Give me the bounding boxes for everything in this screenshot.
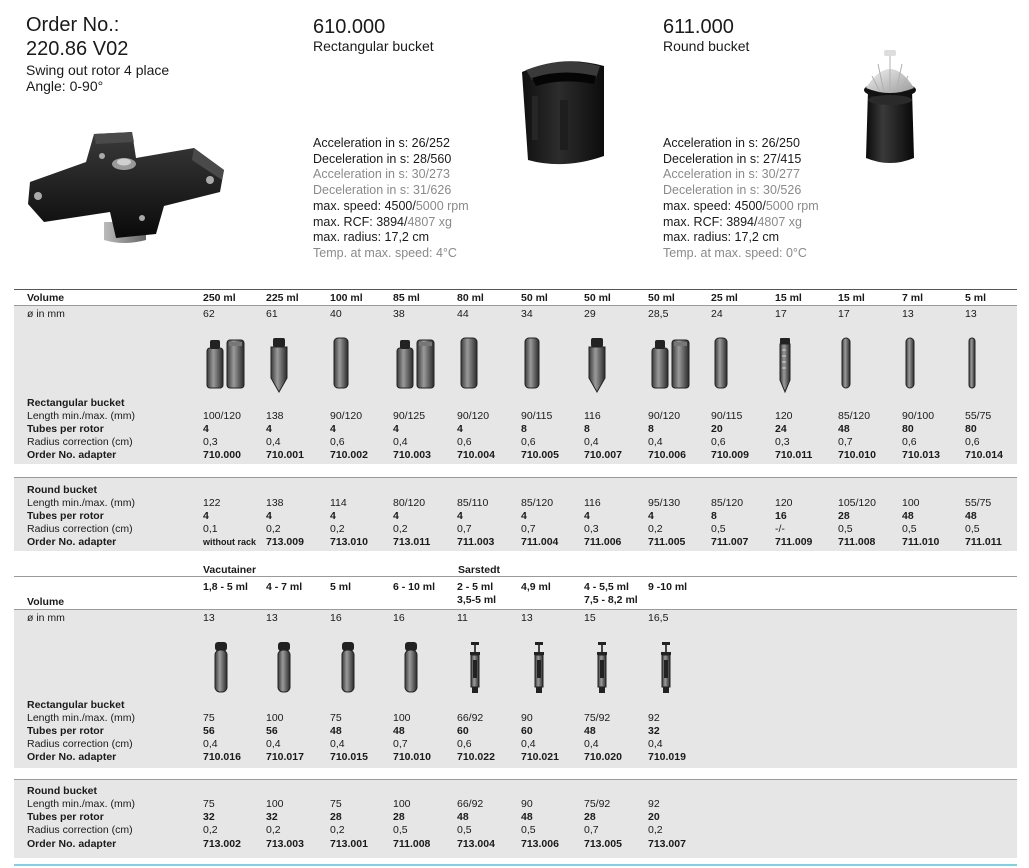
round-spec-line: Deceleration in s: 30/526 — [663, 183, 802, 198]
table1-rect-radius-cell: 0,4 — [584, 436, 599, 448]
table2-rect-adapter-cell: 710.017 — [266, 751, 304, 763]
table1-round-length-cell: 120 — [775, 497, 793, 509]
table1-round-radius-cell: -/- — [775, 523, 785, 535]
table1-rect-radius-cell: 0,4 — [393, 436, 408, 448]
table1-round-radius-cell: 0,7 — [457, 523, 472, 535]
table1-round-adapter-label: Order No. adapter — [27, 536, 117, 548]
table1-rect-length-cell: 120 — [775, 410, 793, 422]
table1-rect-radius-cell: 0,3 — [775, 436, 790, 448]
table1-rect-tubes-cell: 24 — [775, 423, 787, 435]
rect-spec-line: Deceleration in s: 31/626 — [313, 183, 452, 198]
table2-round-length-cell: 75 — [203, 798, 215, 810]
table2-round-length-cell: 92 — [648, 798, 660, 810]
table1-diameter-cell: 38 — [393, 308, 405, 320]
table1-rect-band — [14, 306, 1017, 464]
table2-rect-length-cell: 75/92 — [584, 712, 611, 724]
table2-rect-length-cell: 90 — [521, 712, 533, 724]
group-vacutainer: Vacutainer — [203, 564, 257, 576]
table1-volume-cell: 100 ml — [330, 292, 363, 304]
table2-round-tubes-cell: 28 — [393, 811, 405, 823]
table2-rect-radius-cell: 0,7 — [393, 738, 408, 750]
table1-round-adapter-cell: 711.004 — [521, 536, 559, 548]
table1-rect-adapter-cell: 710.007 — [584, 449, 622, 461]
table2-rect-length-cell: 75 — [203, 712, 215, 724]
table1-diameter-cell: 62 — [203, 308, 215, 320]
table2-rect-tubes-cell: 60 — [521, 725, 533, 737]
table1-diameter-cell: 34 — [521, 308, 533, 320]
round-spec-line: Acceleration in s: 26/250 — [663, 136, 800, 150]
table1-round-radius-cell: 0,3 — [584, 523, 599, 535]
tube-icon — [586, 336, 608, 399]
table1-rect-adapter-cell: 710.005 — [521, 449, 559, 461]
rect-bucket-code: 610.000 — [313, 16, 386, 38]
table1-round-adapter-cell: 711.009 — [775, 536, 813, 548]
tube-icon — [650, 336, 692, 395]
table2-volume-cell: 5 ml — [330, 581, 352, 593]
table1-rect-radius-cell: 0,6 — [902, 436, 917, 448]
table1-diameter-cell: 44 — [457, 308, 469, 320]
table2-diameter-cell: 11 — [457, 612, 468, 624]
table2-round-adapter-cell: 713.006 — [521, 838, 559, 850]
table2-round-length-cell: 75/92 — [584, 798, 611, 810]
table1-round-radius-cell: 0,5 — [965, 523, 980, 535]
table1-diameter-label: ø in mm — [27, 308, 65, 320]
table2-volume-cell: 9 -10 ml — [648, 581, 688, 593]
table1-round-adapter-cell: 711.010 — [902, 536, 940, 548]
table2-rect-radius-cell: 0,4 — [648, 738, 663, 750]
table1-rect-tubes-cell: 8 — [648, 423, 654, 435]
table1-rect-length-cell: 100/120 — [203, 410, 241, 422]
table1-rect-adapter-cell: 710.006 — [648, 449, 686, 461]
rect-bucket-specs — [313, 136, 469, 262]
table1-rect-adapter-cell: 710.001 — [266, 449, 304, 461]
table1-round-length-label: Length min./max. (mm) — [27, 497, 135, 509]
table2-round-radius-cell: 0,5 — [457, 824, 472, 836]
round-spec-line: Deceleration in s: 27/415 — [663, 151, 802, 166]
table1-round-adapter-cell: 713.011 — [393, 536, 431, 548]
table1-volume-cell: 250 ml — [203, 292, 236, 304]
table1-diameter-cell: 40 — [330, 308, 342, 320]
table1-rect-adapter-label: Order No. adapter — [27, 449, 117, 461]
table1-diameter-cell: 13 — [902, 308, 914, 320]
table1-rect-adapter-cell: 710.009 — [711, 449, 749, 461]
table1-rect-tubes-cell: 80 — [965, 423, 977, 435]
table2-round-tubes-cell: 48 — [521, 811, 533, 823]
round-spec-line: max. radius: 17,2 cm — [663, 230, 780, 245]
table1-rect-adapter-cell: 710.004 — [457, 449, 495, 461]
table2-volume-label: Volume — [27, 596, 65, 608]
table1-round-adapter-cell: 713.010 — [330, 536, 368, 548]
tube-icon — [531, 640, 547, 699]
tube-icon — [268, 336, 290, 399]
table2-round-bucket-label: Round bucket — [27, 785, 97, 797]
table2-round-radius-cell: 0,5 — [521, 824, 536, 836]
table1-rect-adapter-cell: 710.002 — [330, 449, 368, 461]
table1-rect-adapter-cell: 710.000 — [203, 449, 241, 461]
round-bucket-image — [854, 46, 926, 168]
table2-round-adapter-cell: 713.003 — [266, 838, 304, 850]
group-sarstedt: Sarstedt — [458, 564, 501, 576]
round-spec-line: max. RCF: 3894/4807 xg — [663, 214, 802, 229]
tube-icon — [340, 640, 356, 699]
table1-volume-cell: 50 ml — [648, 292, 675, 304]
table1-rect-length-cell: 90/120 — [457, 410, 490, 422]
table1-round-tubes-cell: 4 — [584, 510, 590, 522]
table1-round-radius-cell: 0,5 — [902, 523, 917, 535]
table2-rect-tubes-cell: 60 — [457, 725, 469, 737]
table1-round-bucket-label: Round bucket — [27, 484, 97, 496]
table2-round-radius-cell: 0,2 — [203, 824, 218, 836]
table2-round-radius-label: Radius correction (cm) — [27, 824, 133, 836]
table1-volume-cell: 15 ml — [775, 292, 802, 304]
table1-round-length-cell: 85/120 — [521, 497, 554, 509]
table1-round-adapter-cell: 711.006 — [584, 536, 622, 548]
table1-round-length-cell: 95/130 — [648, 497, 681, 509]
table2-rect-adapter-cell: 710.010 — [393, 751, 431, 763]
table2-rect-radius-cell: 0,4 — [521, 738, 536, 750]
tube-icon — [459, 336, 479, 395]
table1-round-length-cell: 85/120 — [711, 497, 744, 509]
table1-round-adapter-cell: 711.003 — [457, 536, 495, 548]
table2-header-rule — [14, 609, 1017, 610]
tube-icon — [967, 336, 977, 395]
table1-diameter-cell: 17 — [775, 308, 787, 320]
table1-rect-adapter-cell: 710.003 — [393, 449, 431, 461]
table1-diameter-cell: 17 — [838, 308, 850, 320]
rect-spec-line: Deceleration in s: 28/560 — [313, 151, 452, 166]
table2-volume-cell: 1,8 - 5 ml — [203, 581, 248, 593]
table2-mid-rule — [14, 779, 1017, 780]
table2-round-length-cell: 100 — [266, 798, 284, 810]
table1-round-length-cell: 85/110 — [457, 497, 489, 509]
table2-rect-radius-cell: 0,4 — [266, 738, 281, 750]
table1-volume-cell: 15 ml — [838, 292, 865, 304]
table1-round-length-cell: 105/120 — [838, 497, 876, 509]
table2-round-length-cell: 100 — [393, 798, 411, 810]
table2-volume-cell: 6 - 10 ml — [393, 581, 436, 593]
rect-spec-line: Acceleration in s: 30/273 — [313, 167, 450, 182]
tube-icon — [594, 640, 610, 699]
table1-rect-length-cell: 116 — [584, 410, 601, 422]
table2-round-length-cell: 90 — [521, 798, 533, 810]
tube-icon — [523, 336, 541, 395]
table2-round-tubes-cell: 28 — [330, 811, 342, 823]
table1-rect-tubes-cell: 48 — [838, 423, 850, 435]
table1-top-rule — [14, 289, 1017, 290]
table2-round-radius-cell: 0,2 — [330, 824, 345, 836]
table1-rect-adapter-cell: 710.013 — [902, 449, 940, 461]
table2-volume-cell-line2: 3,5-5 ml — [457, 594, 497, 606]
table1-round-radius-label: Radius correction (cm) — [27, 523, 133, 535]
table1-volume-cell: 25 ml — [711, 292, 738, 304]
table1-rect-radius-cell: 0,6 — [965, 436, 980, 448]
table2-rect-tubes-label: Tubes per rotor — [27, 725, 104, 737]
table1-rect-radius-cell: 0,6 — [711, 436, 726, 448]
table1-rect-radius-cell: 0,7 — [838, 436, 853, 448]
table2-rect-radius-label: Radius correction (cm) — [27, 738, 133, 750]
table2-rect-radius-cell: 0,4 — [584, 738, 599, 750]
table1-round-tubes-cell: 8 — [711, 510, 717, 522]
table1-round-radius-cell: 0,5 — [838, 523, 853, 535]
table1-rect-tubes-cell: 4 — [203, 423, 209, 435]
tube-icon — [332, 336, 350, 395]
rotor-image — [24, 122, 230, 246]
table1-volume-cell: 50 ml — [521, 292, 548, 304]
rect-bucket-image — [512, 52, 612, 170]
table2-round-adapter-cell: 713.004 — [457, 838, 495, 850]
table2-rect-length-cell: 100 — [393, 712, 411, 724]
table2-round-radius-cell: 0,5 — [393, 824, 408, 836]
table1-round-tubes-cell: 16 — [775, 510, 787, 522]
table1-rect-length-cell: 138 — [266, 410, 284, 422]
tube-icon — [658, 640, 674, 699]
table2-volume-cell: 4 - 7 ml — [266, 581, 303, 593]
table1-rect-bucket-label: Rectangular bucket — [27, 397, 125, 409]
table2-round-length-cell: 75 — [330, 798, 342, 810]
table2-rect-length-cell: 100 — [266, 712, 284, 724]
table2-rect-adapter-label: Order No. adapter — [27, 751, 117, 763]
rotor-angle: Angle: 0-90° — [26, 78, 104, 94]
rotor-description: Swing out rotor 4 place — [26, 62, 170, 78]
table1-round-radius-cell: 0,2 — [330, 523, 345, 535]
tube-icon — [205, 336, 247, 395]
table2-rect-adapter-cell: 710.022 — [457, 751, 495, 763]
table2-rect-adapter-cell: 710.020 — [584, 751, 622, 763]
table2-round-length-label: Length min./max. (mm) — [27, 798, 135, 810]
table2-volume-cell-line2: 7,5 - 8,2 ml — [584, 594, 638, 606]
table1-round-length-cell: 55/75 — [965, 497, 992, 509]
table1-round-radius-cell: 0,2 — [648, 523, 663, 535]
table2-rect-tubes-cell: 32 — [648, 725, 660, 737]
tube-icon — [276, 640, 292, 699]
table2-diameter-cell: 16 — [330, 612, 342, 624]
table2-rect-tubes-cell: 48 — [393, 725, 405, 737]
table2-round-tubes-cell: 20 — [648, 811, 660, 823]
table1-diameter-cell: 24 — [711, 308, 723, 320]
table2-round-radius-cell: 0,2 — [266, 824, 281, 836]
table1-round-tubes-cell: 4 — [393, 510, 399, 522]
tube-icon — [713, 336, 729, 395]
table2-round-adapter-cell: 713.007 — [648, 838, 686, 850]
round-bucket-code: 611.000 — [663, 16, 734, 38]
table1-rect-tubes-cell: 4 — [330, 423, 336, 435]
table1-volume-cell: 7 ml — [902, 292, 924, 304]
table2-volume-cell: 4 - 5,5 ml — [584, 581, 629, 593]
table1-round-tubes-cell: 48 — [902, 510, 914, 522]
table1-diameter-cell: 61 — [266, 308, 278, 320]
table1-round-radius-cell: 0,1 — [203, 523, 218, 535]
table1-diameter-cell: 28,5 — [648, 308, 669, 320]
table1-round-tubes-cell: 4 — [648, 510, 654, 522]
table2-round-tubes-cell: 32 — [203, 811, 215, 823]
table2-rect-bucket-label: Rectangular bucket — [27, 699, 125, 711]
tube-icon — [904, 336, 916, 395]
table2-rect-radius-cell: 0,4 — [330, 738, 345, 750]
table2-rect-adapter-cell: 710.016 — [203, 751, 241, 763]
table1-volume-cell: 5 ml — [965, 292, 987, 304]
table2-rect-band — [14, 610, 1017, 768]
table1-round-adapter-cell: 711.007 — [711, 536, 749, 548]
table1-round-adapter-cell: 711.008 — [838, 536, 876, 548]
table1-rect-tubes-cell: 4 — [393, 423, 399, 435]
table1-round-length-cell: 80/120 — [393, 497, 426, 509]
rect-bucket-name: Rectangular bucket — [313, 38, 434, 54]
table1-rect-radius-cell: 0,6 — [457, 436, 472, 448]
round-spec-line: Temp. at max. speed: 0°C — [663, 245, 807, 260]
round-bucket-specs — [663, 136, 819, 262]
table1-rect-length-cell: 90/120 — [648, 410, 681, 422]
table2-rect-length-cell: 75 — [330, 712, 342, 724]
table2-rect-tubes-cell: 48 — [584, 725, 596, 737]
table2-volume-cell: 2 - 5 ml — [457, 581, 494, 593]
table1-round-tubes-cell: 4 — [203, 510, 209, 522]
table2-rect-tubes-cell: 48 — [330, 725, 342, 737]
table2-round-adapter-cell: 713.005 — [584, 838, 622, 850]
table2-round-tubes-cell: 28 — [584, 811, 596, 823]
rect-spec-line: max. RCF: 3894/4807 xg — [313, 214, 452, 229]
table2-round-tubes-cell: 48 — [457, 811, 469, 823]
table2-diameter-cell: 16,5 — [648, 612, 669, 624]
table1-volume-cell: 85 ml — [393, 292, 420, 304]
table2-rect-length-cell: 92 — [648, 712, 660, 724]
table1-round-tubes-cell: 48 — [965, 510, 977, 522]
table2-rect-adapter-cell: 710.019 — [648, 751, 686, 763]
table1-round-adapter-cell: without rack — [203, 537, 257, 547]
table1-round-length-cell: 122 — [203, 497, 221, 509]
rect-spec-line: max. radius: 17,2 cm — [313, 230, 430, 245]
table2-rect-tubes-cell: 56 — [203, 725, 215, 737]
table1-round-tubes-cell: 4 — [457, 510, 463, 522]
table2-round-adapter-cell: 713.002 — [203, 838, 241, 850]
table1-rect-radius-cell: 0,4 — [266, 436, 281, 448]
table1-round-tubes-cell: 4 — [266, 510, 272, 522]
table2-rect-radius-cell: 0,6 — [457, 738, 472, 750]
table2-round-tubes-label: Tubes per rotor — [27, 811, 104, 823]
table1-volume-cell: 80 ml — [457, 292, 484, 304]
round-spec-line: max. speed: 4500/5000 rpm — [663, 198, 819, 213]
table2-diameter-cell: 13 — [203, 612, 215, 624]
tube-icon — [777, 336, 793, 399]
table2-round-band — [14, 780, 1017, 858]
table2-rect-length-label: Length min./max. (mm) — [27, 712, 135, 724]
table2-round-radius-cell: 0,7 — [584, 824, 599, 836]
table1-rect-length-cell: 90/125 — [393, 410, 426, 422]
table1-rect-length-cell: 85/120 — [838, 410, 871, 422]
table2-diameter-cell: 13 — [266, 612, 278, 624]
table1-rect-length-cell: 90/115 — [521, 410, 553, 422]
tube-icon — [403, 640, 419, 699]
table2-rect-adapter-cell: 710.021 — [521, 751, 559, 763]
table1-rect-length-label: Length min./max. (mm) — [27, 410, 135, 422]
table1-rect-tubes-cell: 8 — [584, 423, 590, 435]
table1-rect-tubes-cell: 4 — [457, 423, 463, 435]
table2-round-adapter-label: Order No. adapter — [27, 838, 117, 850]
table1-round-tubes-label: Tubes per rotor — [27, 510, 104, 522]
table1-rect-length-cell: 90/115 — [711, 410, 743, 422]
table1-rect-length-cell: 55/75 — [965, 410, 992, 422]
table1-rect-radius-cell: 0,3 — [203, 436, 218, 448]
bottom-accent-rule — [14, 864, 1017, 866]
table1-round-length-cell: 100 — [902, 497, 920, 509]
table1-volume-cell: 225 ml — [266, 292, 299, 304]
table2-rect-radius-cell: 0,4 — [203, 738, 218, 750]
table2-round-radius-cell: 0,2 — [648, 824, 663, 836]
table2-diameter-cell: 13 — [521, 612, 533, 624]
table1-round-tubes-cell: 4 — [330, 510, 336, 522]
table1-round-length-cell: 116 — [584, 497, 601, 509]
table1-rect-tubes-label: Tubes per rotor — [27, 423, 104, 435]
order-number: 220.86 V02 — [26, 38, 129, 60]
table1-round-adapter-cell: 711.011 — [965, 536, 1002, 548]
table1-round-tubes-cell: 28 — [838, 510, 850, 522]
table1-header-rule — [14, 305, 1017, 306]
table1-round-radius-cell: 0,7 — [521, 523, 536, 535]
round-bucket-name: Round bucket — [663, 38, 750, 54]
table2-rect-adapter-cell: 710.015 — [330, 751, 368, 763]
table1-rect-radius-cell: 0,4 — [648, 436, 663, 448]
table1-mid-rule — [14, 477, 1017, 478]
table2-diameter-cell: 15 — [584, 612, 596, 624]
table2-volume-cell: 4,9 ml — [521, 581, 551, 593]
table1-rect-adapter-cell: 710.014 — [965, 449, 1003, 461]
table1-round-adapter-cell: 711.005 — [648, 536, 686, 548]
table2-diameter-cell: 16 — [393, 612, 405, 624]
table1-rect-adapter-cell: 710.010 — [838, 449, 876, 461]
table1-rect-length-cell: 90/120 — [330, 410, 363, 422]
table1-rect-radius-cell: 0,6 — [521, 436, 536, 448]
table2-round-tubes-cell: 32 — [266, 811, 278, 823]
table1-rect-tubes-cell: 80 — [902, 423, 914, 435]
table2-round-adapter-cell: 711.008 — [393, 838, 431, 850]
table1-rect-radius-cell: 0,6 — [330, 436, 345, 448]
table1-round-tubes-cell: 4 — [521, 510, 527, 522]
table1-rect-tubes-cell: 8 — [521, 423, 527, 435]
table2-round-adapter-cell: 713.001 — [330, 838, 368, 850]
table2-rect-tubes-cell: 56 — [266, 725, 278, 737]
table1-volume-label: Volume — [27, 292, 65, 304]
table1-rect-length-cell: 90/100 — [902, 410, 935, 422]
table1-rect-adapter-cell: 710.011 — [775, 449, 813, 461]
table1-round-length-cell: 138 — [266, 497, 284, 509]
table1-diameter-cell: 29 — [584, 308, 596, 320]
table1-rect-tubes-cell: 20 — [711, 423, 723, 435]
tube-icon — [395, 336, 437, 395]
table1-round-radius-cell: 0,5 — [711, 523, 726, 535]
rect-spec-line: max. speed: 4500/5000 rpm — [313, 198, 469, 213]
order-label: Order No.: — [26, 14, 120, 36]
tube-icon — [213, 640, 229, 699]
table2-diameter-label: ø in mm — [27, 612, 65, 624]
table1-round-radius-cell: 0,2 — [266, 523, 281, 535]
table1-round-adapter-cell: 713.009 — [266, 536, 304, 548]
rect-spec-line: Temp. at max. speed: 4°C — [313, 245, 457, 260]
table2-round-length-cell: 66/92 — [457, 798, 484, 810]
round-spec-line: Acceleration in s: 30/277 — [663, 167, 800, 182]
table1-diameter-cell: 13 — [965, 308, 977, 320]
table1-round-length-cell: 114 — [330, 497, 347, 509]
table1-rect-tubes-cell: 4 — [266, 423, 272, 435]
table1-rect-radius-label: Radius correction (cm) — [27, 436, 133, 448]
tube-icon — [467, 640, 483, 699]
table2-top-rule — [14, 576, 1017, 577]
table2-rect-length-cell: 66/92 — [457, 712, 484, 724]
tube-icon — [840, 336, 852, 395]
rect-spec-line: Acceleration in s: 26/252 — [313, 136, 450, 150]
table1-volume-cell: 50 ml — [584, 292, 611, 304]
table1-round-radius-cell: 0,2 — [393, 523, 408, 535]
